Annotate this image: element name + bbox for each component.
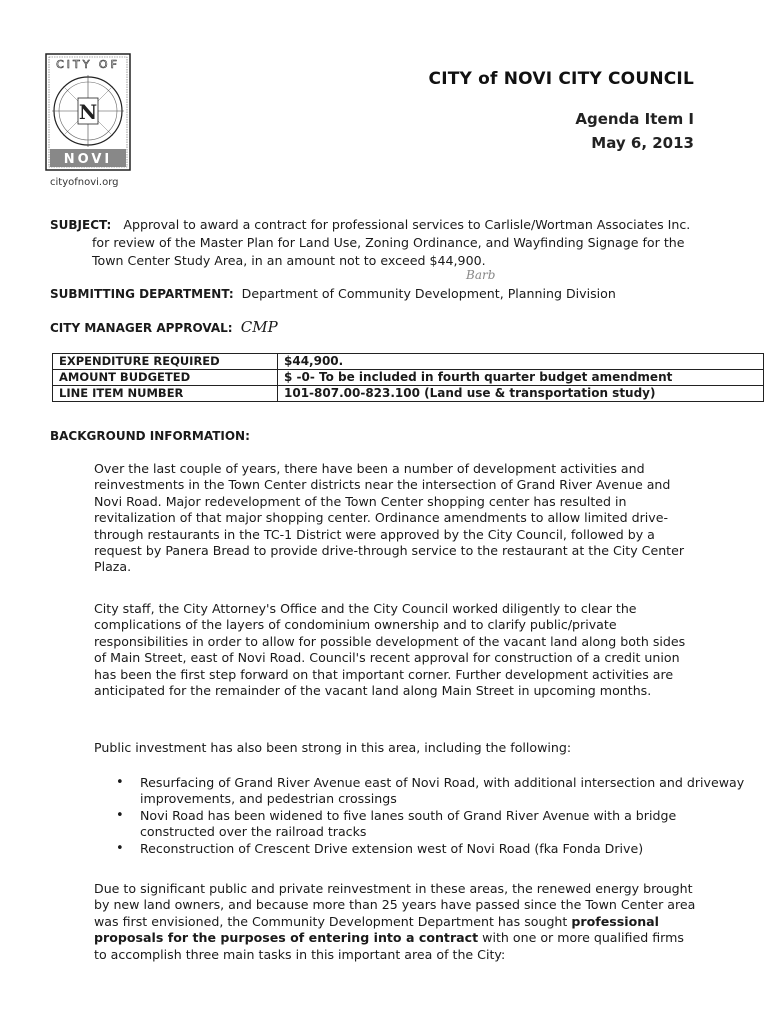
table-row (53, 354, 764, 370)
department-label: SUBMITTING DEPARTMENT: (50, 287, 234, 301)
subject-body (50, 216, 698, 270)
table-cell-value: $44,900. (278, 354, 764, 370)
background-paragraph-4 (94, 881, 700, 963)
paragraph-4-end: with one or more qualified firms to accomplish three main tasks in this important area of the City: (94, 930, 684, 962)
agenda-date: May 6, 2013 (591, 134, 694, 152)
subject-label: SUBJECT: (50, 218, 112, 232)
seal-center-letter: N (78, 100, 98, 124)
table-cell-label: LINE ITEM NUMBER (53, 386, 278, 402)
page-title: CITY of NOVI CITY COUNCIL (428, 69, 694, 89)
seal-bottom-text: NOVI (63, 152, 113, 167)
table-row (53, 386, 764, 402)
list-item: • Novi Road has been widened to five lanes south of Grand River Avenue with a bridge constructed over the railroad tracks (140, 808, 746, 841)
paragraph-4-start: Due to significant public and private reinvestment in these areas, the renewed energy brought by new land owners, and because more than 25 years have passed since the Town Center area was first envisioned, the Community Development Department has sought (94, 881, 696, 929)
department-text: Department of Community Development, Planning Division (241, 286, 616, 301)
table-cell-value: 101-807.00-823.100 (Land use & transportation study) (278, 386, 764, 402)
approval-section (50, 318, 278, 336)
background-paragraph-1: Over the last couple of years, there have been a number of development activities and reinvestments in the Town Center districts near the intersection of Grand River Avenue and Novi Road. Major redevelopment of the Town Center shopping center has resulted in revitalization of that major shopping center. Ordinance amendments to allow limited drive-through restaurants in the TC-1 District were approved by the City Council, followed by a request by Panera Bread to provide drive-through service to the restaurant at the City Center Plaza. (94, 461, 685, 575)
manager-signature: CMP (240, 318, 278, 336)
city-seal-logo (45, 53, 131, 171)
website-caption: cityofnovi.org (50, 177, 119, 188)
background-paragraph-2: City staff, the City Attorney's Office and the City Council worked diligently to clear the complications of the layers of condominium ownership and to clarify public/private responsibilities in order to allow for possible development of the vacant land along both sides of Main Street, east of Novi Road. Council's recent approval for construction of a credit union has been the first step forward on that important corner. Further development activities are anticipated for the remainder of the vacant land along Main Street in upcoming months. (94, 601, 686, 699)
subject-text: Approval to award a contract for professional services to Carlisle/Wortman Associates Inc. for review of the Master Plan for Land Use, Zoning Ordinance, and Wayfinding Signage for the Town Center Study Area, in an amount not to exceed $44,900. (92, 217, 691, 268)
table-cell-value: $ -0- To be included in fourth quarter budget amendment (278, 370, 764, 386)
paragraph-4-emphasis: professional proposals for the purposes of entering into a contract (94, 913, 659, 946)
subject-section (50, 216, 698, 270)
seal-top-text: CITY OF (56, 58, 120, 71)
list-item: • Reconstruction of Crescent Drive extension west of Novi Road (fka Fonda Drive) (140, 841, 746, 857)
expenditure-table (52, 353, 764, 402)
city-seal-icon (45, 53, 131, 171)
agenda-item: Agenda Item I (575, 110, 694, 128)
table-cell-label: EXPENDITURE REQUIRED (53, 354, 278, 370)
public-investment-list (94, 775, 746, 857)
table-cell-label: AMOUNT BUDGETED (53, 370, 278, 386)
department-section (50, 286, 616, 301)
approval-label: CITY MANAGER APPROVAL: (50, 321, 233, 335)
list-item: • Resurfacing of Grand River Avenue east of Novi Road, with additional intersection and driveway improvements, and pedestrian crossings (140, 775, 746, 808)
background-heading: BACKGROUND INFORMATION: (50, 429, 250, 443)
table-row (53, 370, 764, 386)
background-paragraph-3: Public investment has also been strong in this area, including the following: (94, 740, 572, 755)
handwritten-note: Barb (466, 268, 496, 282)
